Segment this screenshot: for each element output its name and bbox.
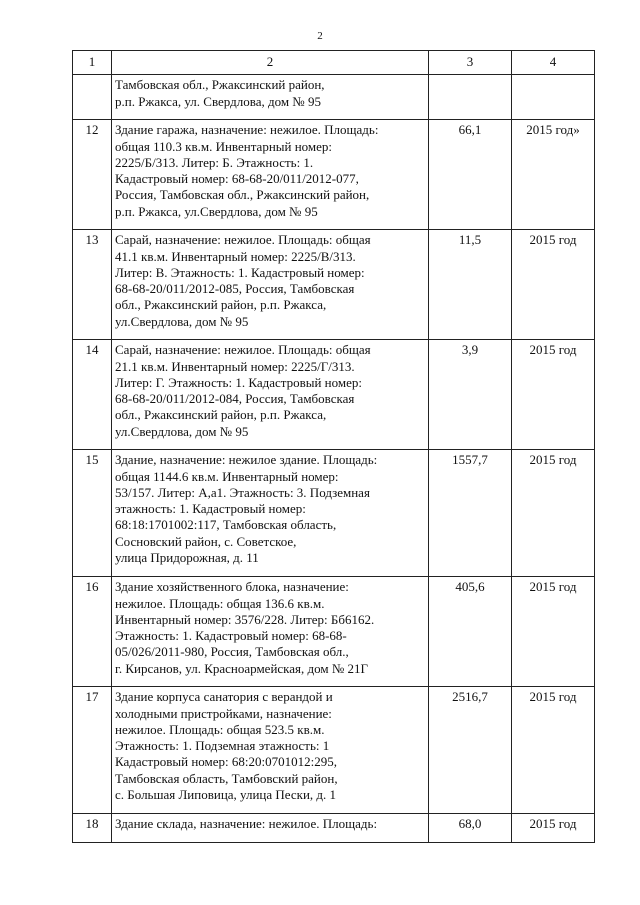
description-line: Сарай, назначение: нежилое. Площадь: общая — [115, 232, 371, 248]
description-line: Кадастровый номер: 68:20:0701012:295, — [115, 754, 337, 770]
table-row — [73, 814, 595, 843]
property-year: 2015 год — [512, 814, 595, 843]
property-description — [112, 75, 429, 120]
property-description — [112, 687, 429, 814]
description-line: Инвентарный номер: 3576/228. Литер: Бб6162. — [115, 611, 375, 627]
description-line: улица Придорожная, д. 11 — [115, 550, 259, 566]
row-number: 15 — [73, 450, 112, 577]
header-cell-1: 1 — [73, 51, 112, 75]
property-area: 1557,7 — [429, 450, 512, 577]
description-line: Кадастровый номер: 68-68-20/011/2012-077, — [115, 171, 359, 187]
property-description — [112, 230, 429, 340]
description-line: 05/026/2011-980, Россия, Тамбовская обл., — [115, 644, 349, 660]
property-year: 2015 год — [512, 687, 595, 814]
description-line: обл., Ржаксинский район, р.п. Ржакса, — [115, 407, 327, 423]
description-line: Тамбовская обл., Ржаксинский район, — [115, 77, 325, 93]
row-number: 13 — [73, 230, 112, 340]
row-number: 14 — [73, 340, 112, 450]
description-line: с. Большая Липовица, улица Пески, д. 1 — [115, 787, 337, 803]
description-line: Здание корпуса санатория с верандой и — [115, 689, 333, 705]
property-description — [112, 450, 429, 577]
description-line: Литер: Г. Этажность: 1. Кадастровый номер: — [115, 374, 362, 390]
property-year: 2015 год — [512, 450, 595, 577]
property-area: 11,5 — [429, 230, 512, 340]
row-number — [73, 75, 112, 120]
header-cell-2: 2 — [112, 51, 429, 75]
table-row — [73, 340, 595, 450]
property-area: 405,6 — [429, 577, 512, 687]
description-line: 68-68-20/011/2012-084, Россия, Тамбовская — [115, 391, 355, 407]
description-line: общая 1144.6 кв.м. Инвентарный номер: — [115, 468, 339, 484]
description-line: ул.Свердлова, дом № 95 — [115, 423, 249, 439]
property-description — [112, 814, 429, 843]
description-line: обл., Ржаксинский район, р.п. Ржакса, — [115, 297, 327, 313]
description-line: Здание склада, назначение: нежилое. Площадь: — [115, 816, 378, 832]
table-row — [73, 687, 595, 814]
description-line: Сосновский район, с. Советское, — [115, 533, 297, 549]
table-row — [73, 230, 595, 340]
description-line: общая 110.3 кв.м. Инвентарный номер: — [115, 138, 333, 154]
description-line: Этажность: 1. Подземная этажность: 1 — [115, 738, 330, 754]
description-line: ул.Свердлова, дом № 95 — [115, 313, 249, 329]
row-number: 12 — [73, 120, 112, 230]
page-number: 2 — [317, 30, 323, 42]
description-line: Здание, назначение: нежилое здание. Площадь: — [115, 452, 378, 468]
row-number: 18 — [73, 814, 112, 843]
property-year: 2015 год — [512, 340, 595, 450]
table-row — [73, 75, 595, 120]
table-row — [73, 120, 595, 230]
table-header-row — [73, 51, 595, 75]
property-description — [112, 340, 429, 450]
header-cell-3: 3 — [429, 51, 512, 75]
description-line: 68-68-20/011/2012-085, Россия, Тамбовская — [115, 281, 355, 297]
description-line: Литер: В. Этажность: 1. Кадастровый номер: — [115, 264, 365, 280]
row-number: 16 — [73, 577, 112, 687]
description-line: 2225/Б/313. Литер: Б. Этажность: 1. — [115, 154, 314, 170]
header-cell-4: 4 — [512, 51, 595, 75]
property-year: 2015 год» — [512, 120, 595, 230]
property-description — [112, 120, 429, 230]
description-line: нежилое. Площадь: общая 136.6 кв.м. — [115, 595, 325, 611]
description-line: 21.1 кв.м. Инвентарный номер: 2225/Г/313. — [115, 358, 355, 374]
description-line: Тамбовская область, Тамбовский район, — [115, 770, 338, 786]
property-area: 66,1 — [429, 120, 512, 230]
description-line: 68:18:1701002:117, Тамбовская область, — [115, 517, 337, 533]
description-line: 53/157. Литер: А,а1. Этажность: 3. Подземная — [115, 484, 370, 500]
description-line: Здание гаража, назначение: нежилое. Площадь: — [115, 122, 379, 138]
description-line: 41.1 кв.м. Инвентарный номер: 2225/В/313. — [115, 248, 356, 264]
description-line: г. Кирсанов, ул. Красноармейская, дом № 21Г — [115, 660, 369, 676]
property-table — [72, 50, 595, 843]
property-year: 2015 год — [512, 230, 595, 340]
property-area: 2516,7 — [429, 687, 512, 814]
description-line: Сарай, назначение: нежилое. Площадь: общая — [115, 342, 371, 358]
row-number: 17 — [73, 687, 112, 814]
table-row — [73, 450, 595, 577]
description-line: нежилое. Площадь: общая 523.5 кв.м. — [115, 721, 325, 737]
description-line: Россия, Тамбовская обл., Ржаксинский район, — [115, 187, 370, 203]
property-year — [512, 75, 595, 120]
description-line: р.п. Ржакса, ул. Свердлова, дом № 95 — [115, 93, 321, 109]
description-line: холодными пристройками, назначение: — [115, 705, 332, 721]
property-description — [112, 577, 429, 687]
description-line: этажность: 1. Кадастровый номер: — [115, 501, 306, 517]
description-line: Этажность: 1. Кадастровый номер: 68-68- — [115, 628, 347, 644]
description-line: р.п. Ржакса, ул.Свердлова, дом № 95 — [115, 203, 318, 219]
property-year: 2015 год — [512, 577, 595, 687]
property-area: 68,0 — [429, 814, 512, 843]
property-area — [429, 75, 512, 120]
description-line: Здание хозяйственного блока, назначение: — [115, 579, 349, 595]
property-area: 3,9 — [429, 340, 512, 450]
table-row — [73, 577, 595, 687]
